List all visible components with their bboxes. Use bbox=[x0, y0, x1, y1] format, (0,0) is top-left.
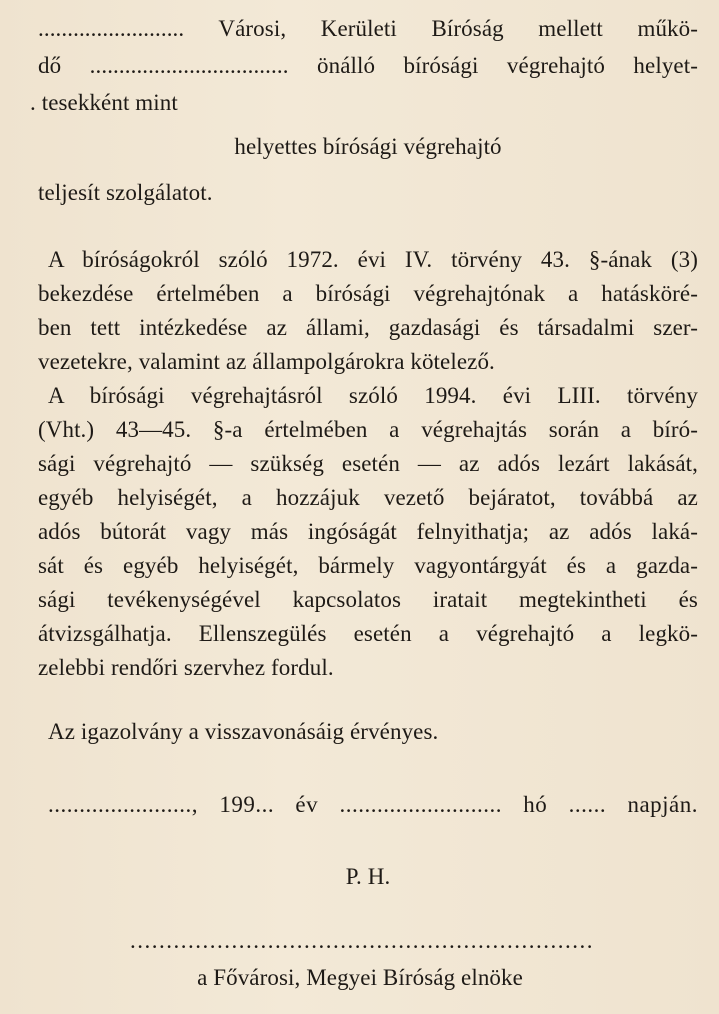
validity-statement: Az igazolvány a visszavonásáig érvényes. bbox=[48, 719, 439, 744]
intro-line-2: dő .................................. önálló bírósági végrehajtó helyet- bbox=[38, 53, 698, 78]
paragraph2-line-1: A bíróságokról szóló 1972. évi IV. törvény 43. §-ának (3) bbox=[48, 247, 698, 272]
paragraph3-line-8: átvizsgálhatja. Ellenszegülés esetén a végrehajtó a legkö- bbox=[38, 621, 698, 646]
paragraph3-line-6: sát és egyéb helyiségét, bármely vagyontárgyát és a gazda- bbox=[38, 553, 698, 578]
role-title: helyettes bírósági végrehajtó bbox=[234, 134, 502, 159]
paragraph2-line-2: bekezdése értelmében a bírósági végrehajtónak a hatásköré- bbox=[38, 281, 698, 306]
paragraph3-line-9: zelebbi rendőri szervhez fordul. bbox=[38, 655, 334, 680]
seal-mark: P. H. bbox=[345, 864, 391, 889]
paragraph2-line-4: vezetekre, valamint az állampolgárokra kötelező. bbox=[38, 349, 495, 374]
paragraph3-line-5: adós bútorát vagy más ingóságát felnyithatja; az adós laká- bbox=[38, 519, 698, 544]
paragraph3-line-4: egyéb helyiségét, a hozzájuk vezető bejáratot, továbbá az bbox=[38, 485, 698, 510]
intro-line-3: . tesekként mint bbox=[30, 90, 178, 115]
paragraph2-line-3: ben tett intézkedése az állami, gazdasági és társadalmi szer- bbox=[38, 315, 698, 340]
intro-line-1: ......................... Városi, Kerületi Bíróság mellett műkö- bbox=[38, 16, 698, 41]
paragraph3-line-2: (Vht.) 43—45. §-a értelmében a végrehajtás során a bíró- bbox=[38, 417, 698, 442]
signatory: a Fővárosi, Megyei Bíróság elnöke bbox=[197, 965, 523, 990]
service-line: teljesít szolgálatot. bbox=[38, 180, 213, 205]
paragraph3-line-1: A bírósági végrehajtásról szóló 1994. évi LIII. törvény bbox=[48, 383, 698, 408]
signature-dots: ................................................................ bbox=[130, 928, 594, 953]
date-line: ......................., 199... év .......................... hó ...... napján. bbox=[48, 792, 698, 817]
paragraph3-line-3: sági végrehajtó — szükség esetén — az adós lezárt lakását, bbox=[38, 451, 698, 476]
paragraph3-line-7: sági tevékenységével kapcsolatos iratait megtekintheti és bbox=[38, 587, 698, 612]
